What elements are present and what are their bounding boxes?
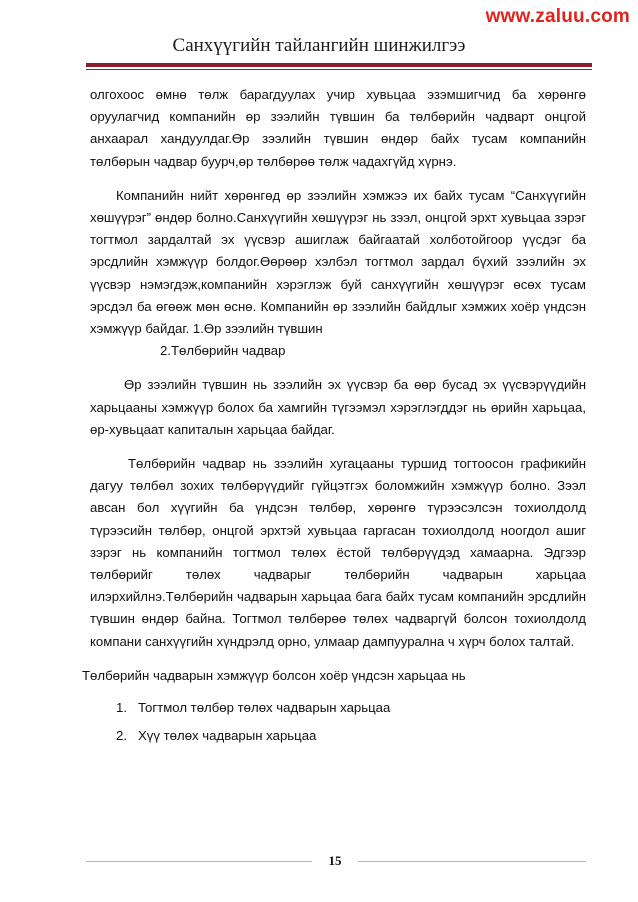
page-header-title: Санхүүгийн тайлангийн шинжилгээ xyxy=(172,35,466,56)
list-item-number: 2. xyxy=(116,728,127,744)
paragraph-4: Төлбөрийн чадвар нь зээлийн хугацааны туршид тогтоосон графикийн дагуу төлбөл зохих төлбөрүүдийг гүйцэтгэх боломжийн хэмжүүр болно. Зээл авсан бол хүүгийн ба үндсэн төлбөр, хөрөнгө түрээсэлсэн тохиолдолд түрээсийн төлбөр, онцгой эрхтэй хувьцаа гаргасан тохиолдолд ноогдол ашиг зэрэг нь компанийн тогтмол төлөх ёстой төлбөрүүдэд хамаарна. Эдгээр төлбөрийг төлөх чадварыг төлбөрийн чадварын харьцаа илэрхийлнэ.Төлбөрийн чадварын харьцаа бага байх тусам компанийн эрсдлийн түвшин өндөр байна. Тогтмол төлбөрөө төлөх чадваргүй болсон тохиолдолд компани санхүүгийн хүндрэлд орно, улмаар дампуурална ч хүрч болох талтай. xyxy=(90,456,586,649)
list-intro: Төлбөрийн чадварын хэмжүүр болсон хоёр үндсэн харьцаа нь xyxy=(82,667,466,683)
footer-rule-right xyxy=(358,861,586,862)
list-item-number: 1. xyxy=(116,700,127,716)
paragraph-2: Компанийн нийт хөрөнгөд өр зээлийн хэмжээ их байх тусам “Санхүүгийн хөшүүрэг” өндөр болно.Санхүүгийн хөшүүрэг нь зээл, онцгой эрхт хувьцаа зэрэг тогтмол зардалтай эх үүсвэр ашиглаж байгаатай холботойгоор үүсдэг ба эрсдлийн хэмжүүр болдог.Өөрөөр хэлбэл тогтмол зардал бүхий зээлийн эх үүсвэр нэмэгдэж,компанийн хэрэглэж буй санхүүгийн хөшүүрэг өсөх тусам эрсдэл ба өгөөж мөн өснө. Компанийн өр зээлийн байдлыг хэмжих хоёр үндсэн хэмжүүр байдаг. 1.Өр зээлийн түвшин xyxy=(90,187,586,337)
paragraph-1: олгохоос өмнө төлж барагдуулах учир хувьцаа эзэмшигчид ба хөрөнгө оруулагчид компанийн өр зээлийн түвшин ба төлбөрийн чадварт онцгой анхаарал хандуулдаг.Өр зээлийн түвшин өндөр байх тусам компанийн төлбөрын чадвар буурч,өр төлбөрөө төлж чадахгүйд хүрнэ. xyxy=(90,87,586,169)
footer-rule-left xyxy=(86,861,312,862)
watermark-text: www.zaluu.com xyxy=(485,6,630,27)
page-number: 15 xyxy=(328,853,342,868)
paragraph-3: Өр зээлийн түвшин нь зээлийн эх үүсвэр ба өөр бусад эх үүсвэрүүдийн харьцааны хэмжүүр болох ба хамгийн түгээмэл хэрэглэгддэг нь өрийн харьцаа, өр-хувьцаат капиталын харьцаа байдаг. xyxy=(90,377,586,437)
ratio-list xyxy=(90,697,586,747)
header-rule-thin xyxy=(86,69,592,70)
list-item-text: Тогтмол төлбөр төлөх чадварын харьцаа xyxy=(138,700,391,716)
header-rule xyxy=(86,63,592,67)
list-item xyxy=(116,697,586,719)
list-item xyxy=(116,725,586,747)
document-body xyxy=(82,84,586,753)
list-item-text: Хүү төлөх чадварын харьцаа xyxy=(138,728,317,744)
section-subheading: 2.Төлбөрийн чадвар xyxy=(160,343,286,359)
